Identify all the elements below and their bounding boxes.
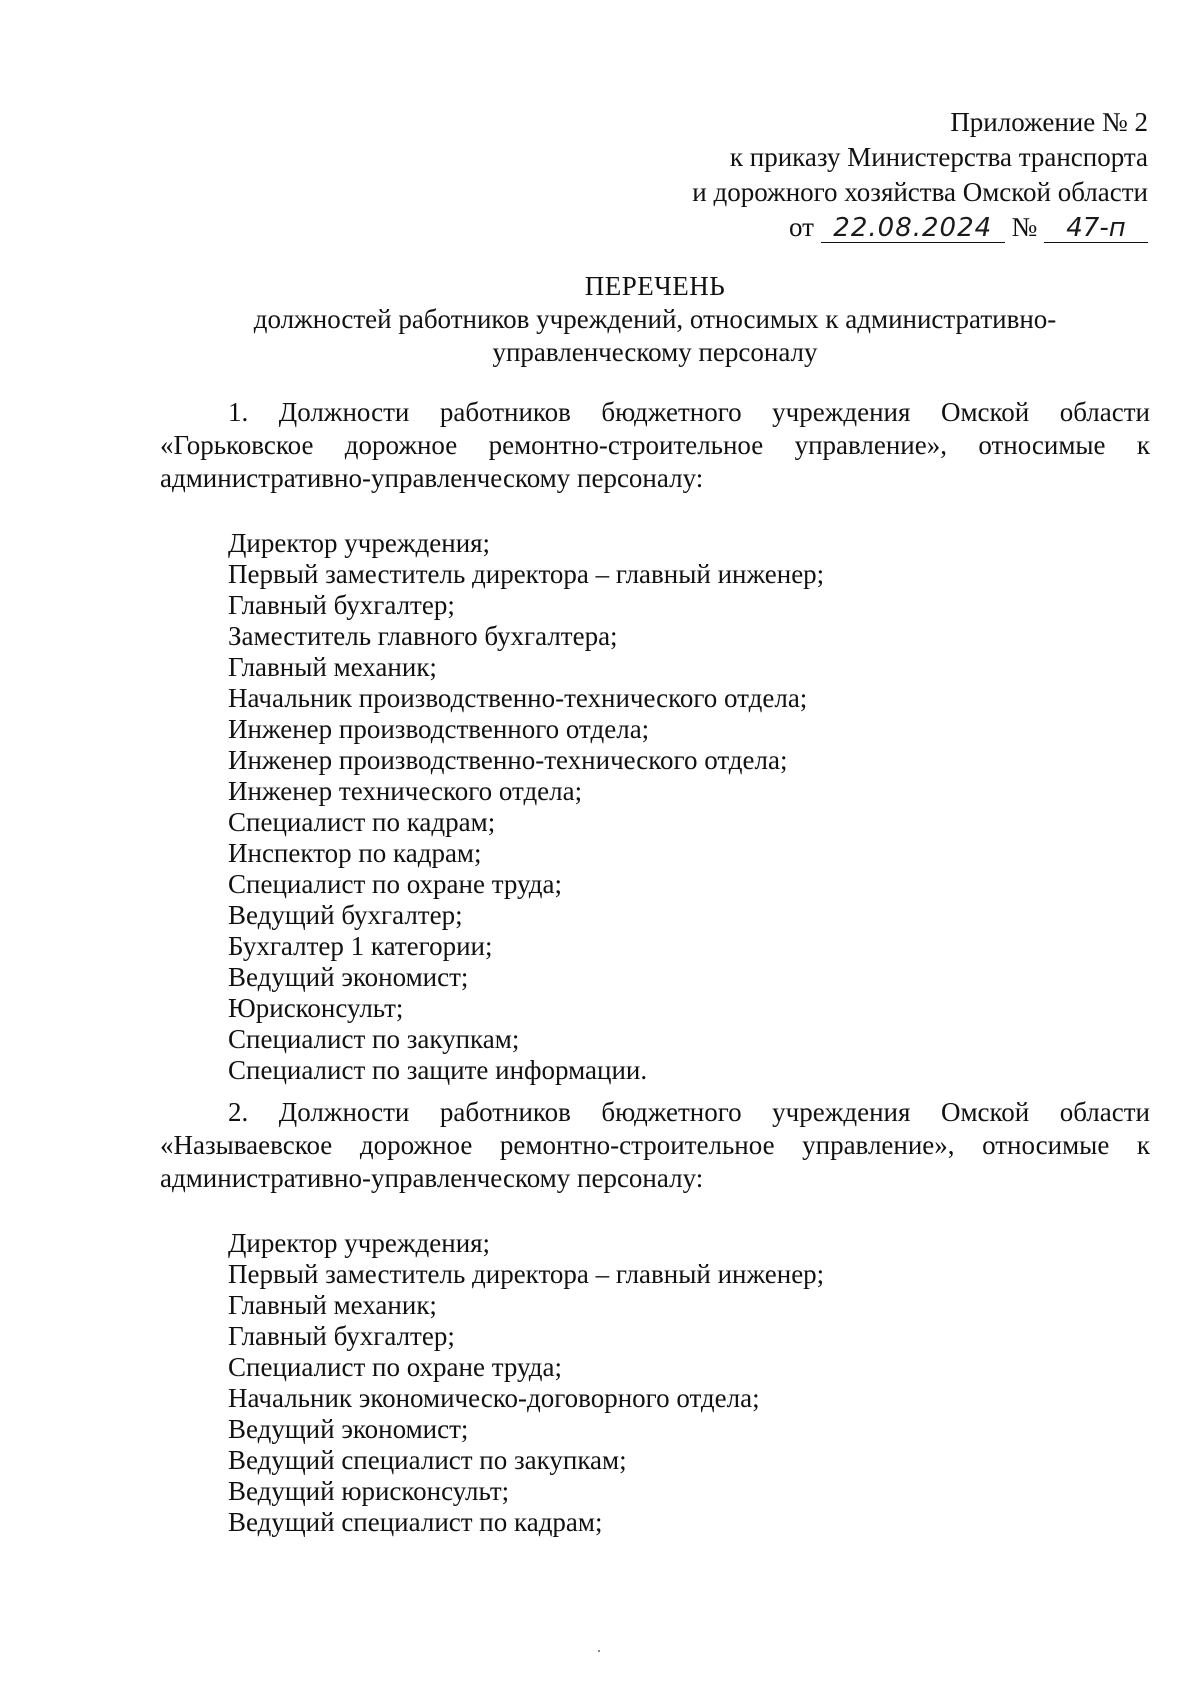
- list-item: Специалист по закупкам;: [228, 1024, 520, 1054]
- order-reference: к приказу Министерства транспорта: [729, 142, 1148, 172]
- list-item: Директор учреждения;: [228, 1228, 491, 1258]
- list-item: Начальник экономическо-договорного отдела;: [228, 1383, 760, 1413]
- list-item: Ведущий экономист;: [228, 1414, 469, 1444]
- appendix-number: Приложение № 2: [950, 107, 1148, 137]
- list-item: Инженер производственного отдела;: [228, 714, 650, 744]
- list-item: Ведущий специалист по закупкам;: [228, 1445, 627, 1475]
- list-item: Специалист по охране труда;: [228, 869, 563, 899]
- list-item: Первый заместитель директора – главный инженер;: [228, 559, 825, 589]
- list-item: Бухгалтер 1 категории;: [228, 931, 493, 961]
- list-item: Специалист по охране труда;: [228, 1352, 563, 1382]
- list-item: Инженер производственно-технического отдела;: [228, 745, 788, 775]
- list-item: Заместитель главного бухгалтера;: [228, 621, 618, 651]
- page-mark: [598, 1650, 600, 1652]
- list-item: Инженер технического отдела;: [228, 776, 583, 806]
- list-item: Ведущий юрисконсульт;: [228, 1476, 510, 1506]
- list-item: Инспектор по кадрам;: [228, 838, 482, 868]
- handwritten-date: 22.08.2024: [821, 214, 1005, 243]
- list-item: Главный бухгалтер;: [228, 1321, 455, 1351]
- list-item: Главный механик;: [228, 652, 437, 682]
- list-item: Начальник производственно-технического отдела;: [228, 683, 808, 713]
- list-item: Ведущий специалист по кадрам;: [228, 1507, 603, 1537]
- list-item: Главный механик;: [228, 1290, 437, 1320]
- document-title: [160, 270, 1150, 369]
- title-subtitle-line1: должностей работников учреждений, относимых к административно-: [253, 304, 1057, 334]
- list-item: Ведущий экономист;: [228, 962, 469, 992]
- list-item: Специалист по кадрам;: [228, 807, 496, 837]
- section-1-intro: 1. Должности работников бюджетного учреждения Омской области «Горьковское дорожное ремонтно-строительное управление», относимые к административно-управленческому персоналу:: [160, 397, 1150, 493]
- section-2-intro: 2. Должности работников бюджетного учреждения Омской области «Называевское дорожное ремонтно-строительное управление», относимые к административно-управленческому персоналу:: [160, 1097, 1150, 1193]
- title-subtitle-line2: управленческому персоналу: [492, 337, 818, 367]
- list-item: Специалист по защите информации.: [228, 1055, 648, 1085]
- order-date-number-line: [448, 210, 1148, 245]
- handwritten-order-number: 47-п: [1044, 214, 1148, 243]
- list-item: Первый заместитель директора – главный инженер;: [228, 1259, 825, 1289]
- list-item: Главный бухгалтер;: [228, 590, 455, 620]
- ministry-name: и дорожного хозяйства Омской области: [692, 177, 1148, 207]
- list-item: Юрисконсульт;: [228, 993, 404, 1023]
- section-2-positions-list: [228, 1228, 824, 1538]
- list-item: Директор учреждения;: [228, 528, 491, 558]
- list-item: Ведущий бухгалтер;: [228, 900, 463, 930]
- appendix-header: [448, 105, 1148, 245]
- section-1-positions-list: [228, 528, 824, 1086]
- title-main: ПЕРЕЧЕНЬ: [584, 271, 726, 301]
- number-label: №: [1011, 212, 1038, 242]
- from-label: от: [789, 212, 814, 242]
